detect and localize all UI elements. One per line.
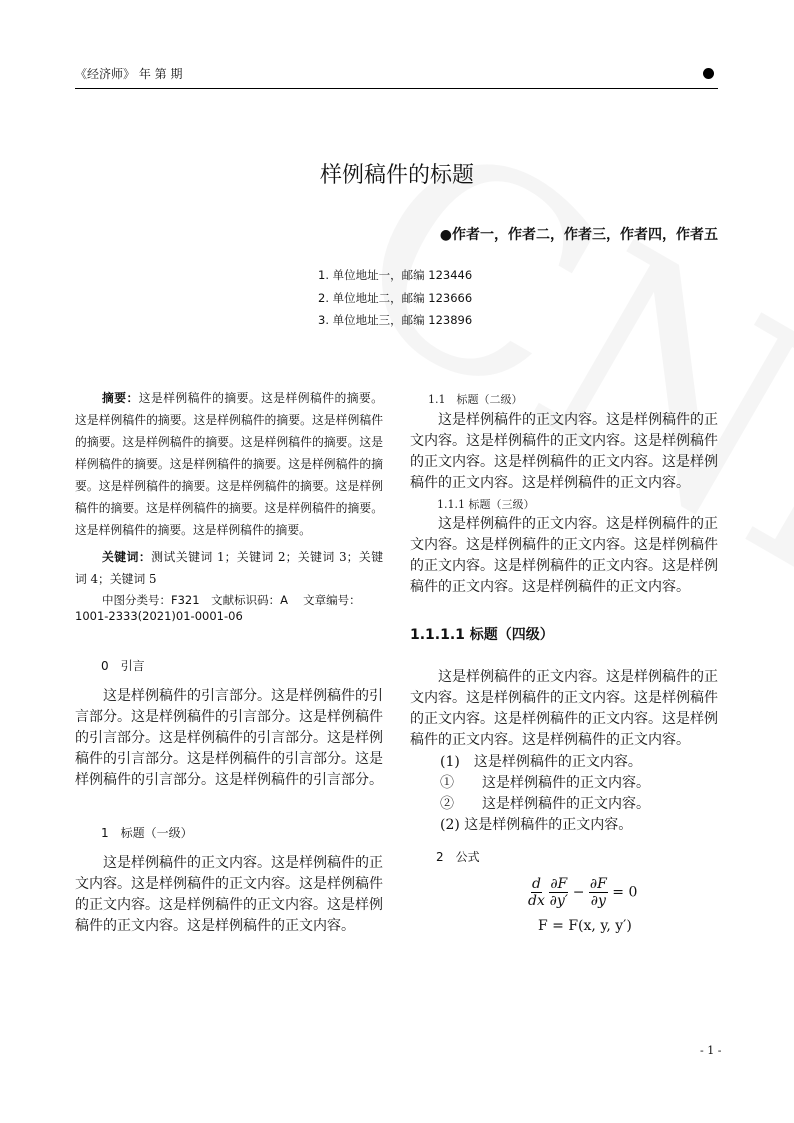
h3-text: 这是样例稿件的正文内容。这是样例稿件的正文内容。这是样例稿件的正文内容。这是样例稿件的正文内容。这是样例稿件的正文内容。这是样例稿件的正文内容。这是样例稿件的正文内容。 — [410, 516, 718, 595]
abstract — [75, 387, 383, 541]
header-dot-icon — [703, 68, 714, 79]
formula-rhs: = 0 — [607, 884, 638, 901]
keywords-label: 关键词： — [102, 550, 152, 564]
list-item: ① 这是样例稿件的正文内容。 — [440, 775, 650, 791]
list-item: (1) 这是样例稿件的正文内容。 — [440, 754, 642, 770]
h2-text: 这是样例稿件的正文内容。这是样例稿件的正文内容。这是样例稿件的正文内容。这是样例稿件的正文内容。这是样例稿件的正文内容。这是样例稿件的正文内容。这是样例稿件的正文内容。 — [410, 412, 718, 491]
authors: ●作者一，作者二，作者三，作者四，作者五 — [439, 227, 718, 243]
h1-text: 这是样例稿件的正文内容。这是样例稿件的正文内容。这是样例稿件的正文内容。这是样例稿件的正文内容。这是样例稿件的正文内容。这是样例稿件的正文内容。这是样例稿件的正文内容。 — [75, 855, 383, 934]
classification: 中图分类号：F321 文献标识码：A 文章编号：1001-2333(2021)01-0001-06 — [75, 593, 361, 623]
formula-euler-lagrange: $\frac{d}{dx}$ $\frac{\partial F}{\partial y'}$ − $\frac{\partial F}{\partial y}$ = 0 — [528, 876, 638, 909]
paper-title: 样例稿件的标题 — [319, 163, 474, 188]
numerator: ∂F — [550, 876, 568, 892]
affiliation-1: 1. 单位地址一，邮编 123446 — [318, 268, 473, 282]
formula-heading: 2 公式 — [436, 850, 480, 864]
intro-heading: 0 引言 — [101, 659, 145, 673]
keywords-text: 测试关键词 1；关键词 2；关键词 3；关键词 4；关键词 5 — [75, 550, 383, 586]
list-item: ② 这是样例稿件的正文内容。 — [440, 796, 650, 812]
affiliation-3: 3. 单位地址三，邮编 123896 — [318, 313, 473, 327]
heading-level-4: 1.1.1.1 标题（四级） — [410, 627, 554, 643]
formula-definition: F = F(x, y, y′) — [538, 918, 632, 934]
abstract-label: 摘要： — [102, 391, 139, 405]
denominator: ∂y′ — [549, 893, 568, 909]
list-item: (2) 这是样例稿件的正文内容。 — [440, 817, 633, 833]
numerator: ∂F — [589, 876, 607, 892]
keywords — [75, 546, 383, 590]
denominator: dx — [528, 893, 545, 909]
denominator: ∂y — [590, 893, 606, 909]
abstract-text: 这是样例稿件的摘要。这是样例稿件的摘要。这是样例稿件的摘要。这是样例稿件的摘要。这是样例稿件的摘要。这是样例稿件的摘要。这是样例稿件的摘要。这是样例稿件的摘要。这是样例稿件的摘要。这是样例稿件的摘要。这是样例稿件的摘要。这是样例稿件的摘要。这是样例稿件的摘要。这是样例稿件的摘要。这是样例稿件的摘要。这是样例稿件的摘要。这是样例稿件的摘要。 — [75, 391, 383, 537]
h4-text: 这是样例稿件的正文内容。这是样例稿件的正文内容。这是样例稿件的正文内容。这是样例稿件的正文内容。这是样例稿件的正文内容。这是样例稿件的正文内容。这是样例稿件的正文内容。 — [410, 669, 718, 748]
heading-level-3: 1.1.1 标题（三级） — [437, 498, 535, 511]
journal-header: 《经济师》 年 第 期 — [75, 67, 183, 81]
affiliation-2: 2. 单位地址二，邮编 123666 — [318, 291, 473, 305]
heading-level-1: 1 标题（一级） — [101, 826, 193, 840]
page-number: - 1 - — [700, 1044, 722, 1057]
intro-text: 这是样例稿件的引言部分。这是样例稿件的引言部分。这是样例稿件的引言部分。这是样例稿件的引言部分。这是样例稿件的引言部分。这是样例稿件的引言部分。这是样例稿件的引言部分。这是样例稿件的引言部分。这是样例稿件的引言部分。 — [75, 688, 383, 788]
heading-level-2: 1.1 标题（二级） — [428, 393, 523, 406]
header-divider — [75, 88, 718, 89]
numerator: d — [531, 876, 541, 892]
